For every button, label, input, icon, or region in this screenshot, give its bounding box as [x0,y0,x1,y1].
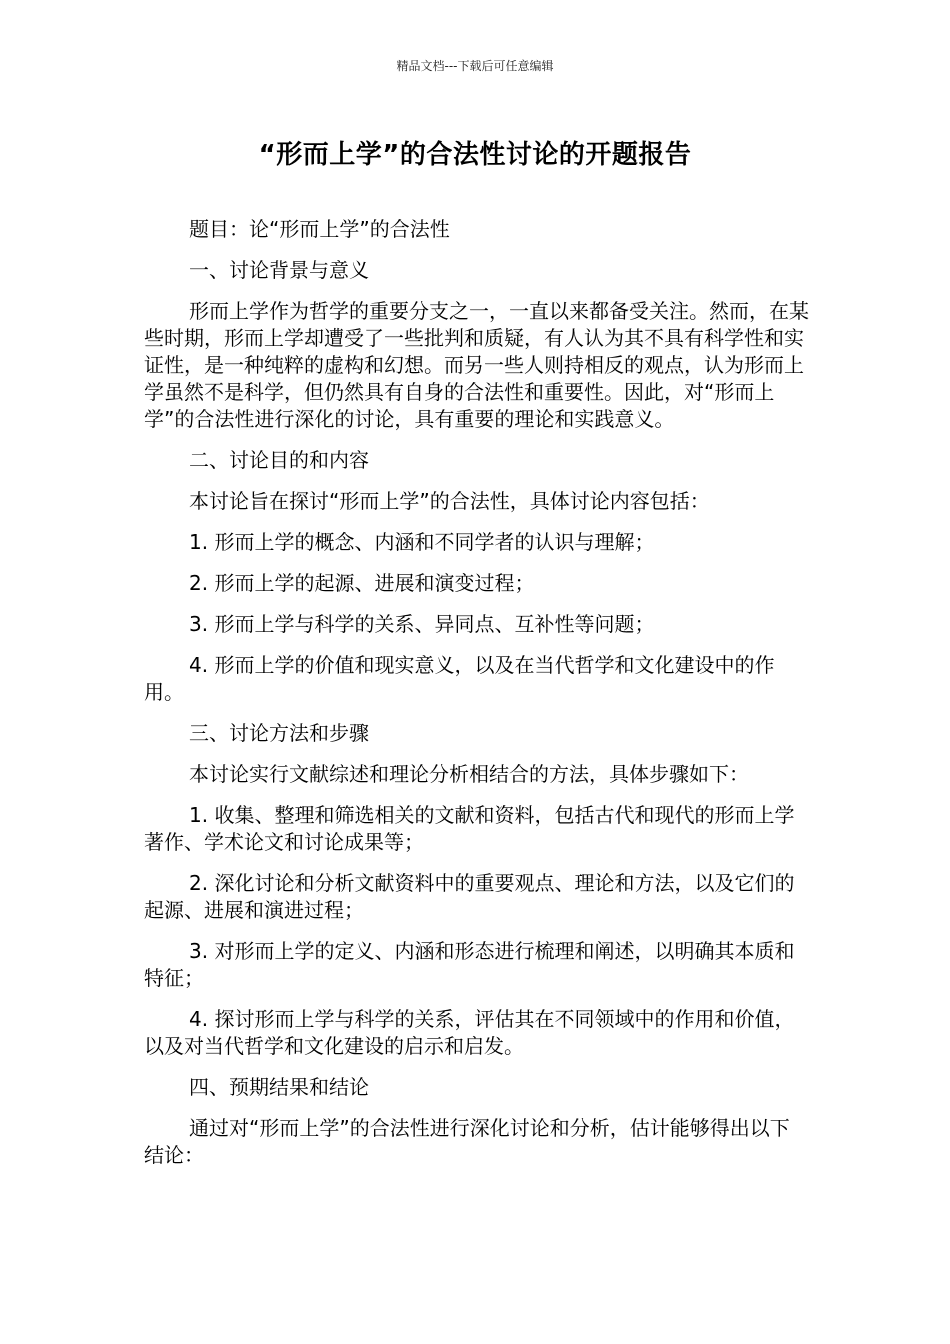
list-item: 2. 深化讨论和分析文献资料中的重要观点、理论和方法，以及它们的起源、进展和演进过程； [144,871,795,922]
paragraph-topic: 题目：论“形而上学”的合法性 [189,217,450,241]
list-item: 4. 形而上学的价值和现实意义，以及在当代哲学和文化建设中的作用。 [144,653,775,704]
section-heading-method: 三、讨论方法和步骤 [189,721,369,745]
paragraph-method-intro: 本讨论实行文献综述和理论分析相结合的方法，具体步骤如下： [189,762,749,786]
paragraph-background: 形而上学作为哲学的重要分支之一，一直以来都备受关注。然而，在某些时期，形而上学却遭受了一些批判和质疑，有人认为其不具有科学性和实证性，是一种纯粹的虚构和幻想。而另一些人则持相反的观点，认为形而上学虽然不是科学，但仍然具有自身的合法性和重要性。因此，对“形而上学”的合法性进行深化的讨论，具有重要的理论和实践意义。 [144,299,809,431]
paragraph-results-intro: 通过对“形而上学”的合法性进行深化讨论和分析，估计能够得出以下结论： [144,1116,790,1167]
list-item: 4. 探讨形而上学与科学的关系，评估其在不同领域中的作用和价值，以及对当代哲学和文化建设的启示和启发。 [144,1007,795,1058]
paragraph-purpose-intro: 本讨论旨在探讨“形而上学”的合法性，具体讨论内容包括： [189,489,710,513]
document-body [144,216,809,1183]
section-heading-results: 四、预期结果和结论 [189,1075,369,1099]
section-heading-purpose: 二、讨论目的和内容 [189,448,369,472]
list-item: 3. 对形而上学的定义、内涵和形态进行梳理和阐述，以明确其本质和特征； [144,939,795,990]
page-header-watermark: 精品文档---下载后可任意编辑 [396,59,554,73]
list-item: 1. 收集、整理和筛选相关的文献和资料，包括古代和现代的形而上学著作、学术论文和讨论成果等； [144,803,795,854]
document-title: “形而上学”的合法性讨论的开题报告 [258,140,692,170]
list-item: 3. 形而上学与科学的关系、异同点、互补性等问题； [189,612,655,636]
list-item: 2. 形而上学的起源、进展和演变过程； [189,571,535,595]
list-item: 1. 形而上学的概念、内涵和不同学者的认识与理解； [189,530,655,554]
section-heading-background: 一、讨论背景与意义 [189,258,369,282]
